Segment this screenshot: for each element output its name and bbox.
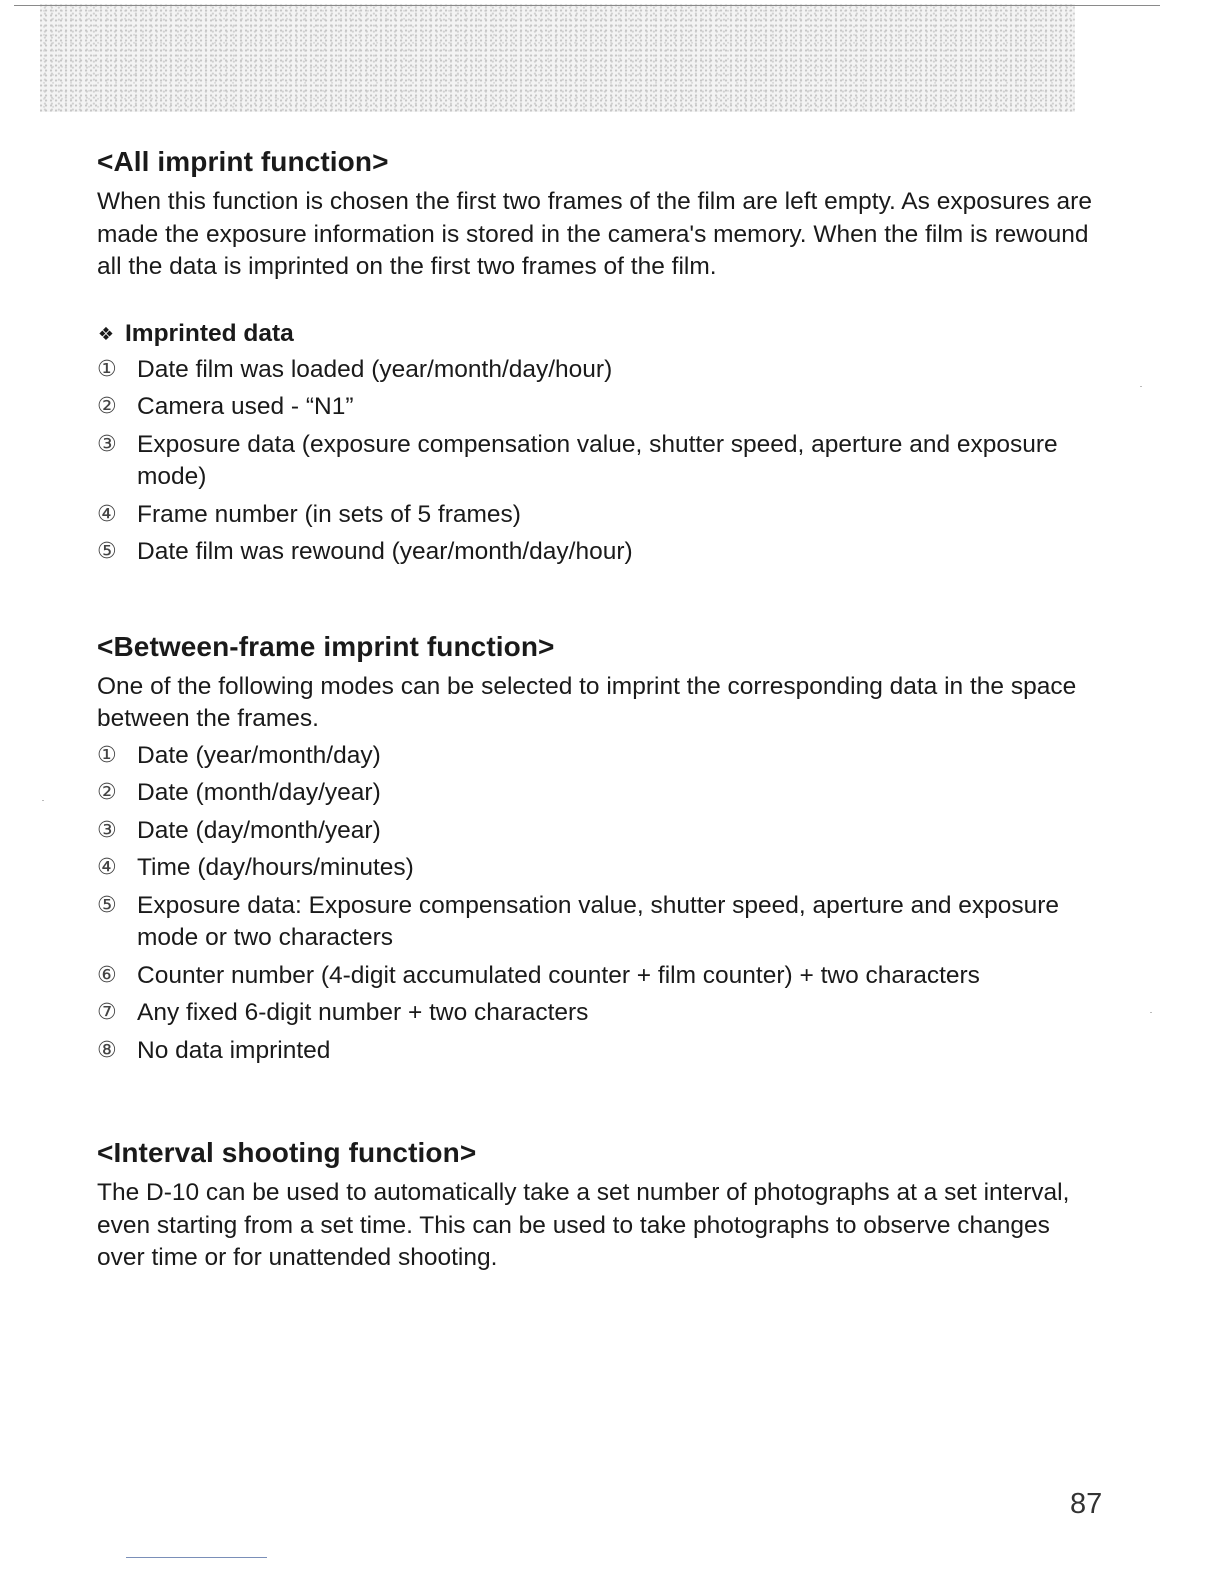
section-paragraph: One of the following modes can be selected to imprint the corresponding data in the space between the frames.	[97, 672, 1077, 732]
list-item	[97, 499, 1097, 532]
circled-number: ③	[97, 431, 117, 457]
circled-number: ④	[97, 855, 117, 880]
page-number: 87	[1070, 1488, 1103, 1520]
circled-number: ④	[97, 501, 117, 527]
list-item	[97, 960, 1097, 993]
circled-number: ⑦	[97, 1000, 117, 1025]
between-frame-modes-list	[97, 740, 1097, 1068]
circled-number: ⑤	[97, 892, 117, 918]
scan-speck	[42, 800, 44, 801]
header-rule	[14, 5, 1160, 6]
section-interval-shooting	[97, 1131, 1097, 1275]
imprinted-data-subheading	[97, 318, 1097, 350]
list-item	[97, 740, 1097, 773]
circled-number: ③	[97, 817, 117, 843]
scan-speck	[1140, 386, 1142, 387]
circled-number: ⑤	[97, 539, 117, 564]
footer-rule	[126, 1557, 267, 1558]
circled-number: ⑥	[97, 962, 117, 988]
section-title: <Interval shooting function>	[97, 1137, 477, 1168]
section-paragraph: When this function is chosen the first two frames of the film are left empty. As exposures are made the exposure information is stored in the camera's memory. When the film is rewound all the data is imprinted on the first two frames of the film.	[97, 188, 1092, 280]
list-item-text: No data imprinted	[137, 1036, 331, 1064]
list-item-text: Exposure data (exposure compensation value, shutter speed, aperture and exposure mode)	[137, 430, 1058, 490]
list-item	[97, 429, 1097, 494]
list-item	[97, 890, 1097, 955]
list-item	[97, 777, 1097, 810]
list-item	[97, 815, 1097, 848]
list-item-text: Date film was loaded (year/month/day/hour)	[137, 355, 613, 383]
list-item	[97, 997, 1097, 1030]
subheading-label: Imprinted data	[125, 319, 294, 347]
diamond-bullet-icon: ❖	[97, 323, 115, 344]
circled-number: ⑧	[97, 1037, 117, 1063]
list-item-text: Any fixed 6-digit number + two characters	[137, 999, 589, 1026]
section-title: <All imprint function>	[97, 146, 389, 177]
header-decorative-band	[40, 4, 1075, 112]
list-item	[97, 536, 1097, 569]
scan-speck	[1150, 1012, 1152, 1013]
circled-number: ①	[97, 356, 117, 382]
circled-number: ②	[97, 394, 117, 419]
list-item	[97, 354, 1097, 387]
list-item	[97, 852, 1097, 885]
list-item-text: Date (day/month/year)	[137, 816, 381, 844]
list-item-text: Exposure data: Exposure compensation value, shutter speed, aperture and exposure mode or two characters	[137, 891, 1060, 951]
list-item-text: Date (year/month/day)	[137, 741, 381, 769]
list-item-text: Time (day/hours/minutes)	[137, 854, 414, 881]
section-paragraph: The D-10 can be used to automatically take a set number of photographs at a set interval, even starting from a set time. This can be used to take photographs to observe changes over time or for unattended shooting.	[97, 1179, 1070, 1271]
list-item-text: Date (month/day/year)	[137, 779, 381, 806]
section-all-imprint	[97, 140, 1097, 569]
list-item-text: Camera used - “N1”	[137, 393, 354, 420]
list-item	[97, 391, 1097, 424]
section-between-frame-imprint	[97, 625, 1097, 1068]
page-content	[97, 140, 1097, 1275]
imprinted-data-list	[97, 354, 1097, 569]
list-item-text: Frame number (in sets of 5 frames)	[137, 500, 521, 528]
circled-number: ①	[97, 742, 117, 768]
circled-number: ②	[97, 780, 117, 805]
section-title: <Between-frame imprint function>	[97, 630, 555, 662]
list-item	[97, 1035, 1097, 1068]
list-item-text: Date film was rewound (year/month/day/hour)	[137, 538, 633, 565]
list-item-text: Counter number (4-digit accumulated counter + film counter) + two characters	[137, 961, 980, 989]
